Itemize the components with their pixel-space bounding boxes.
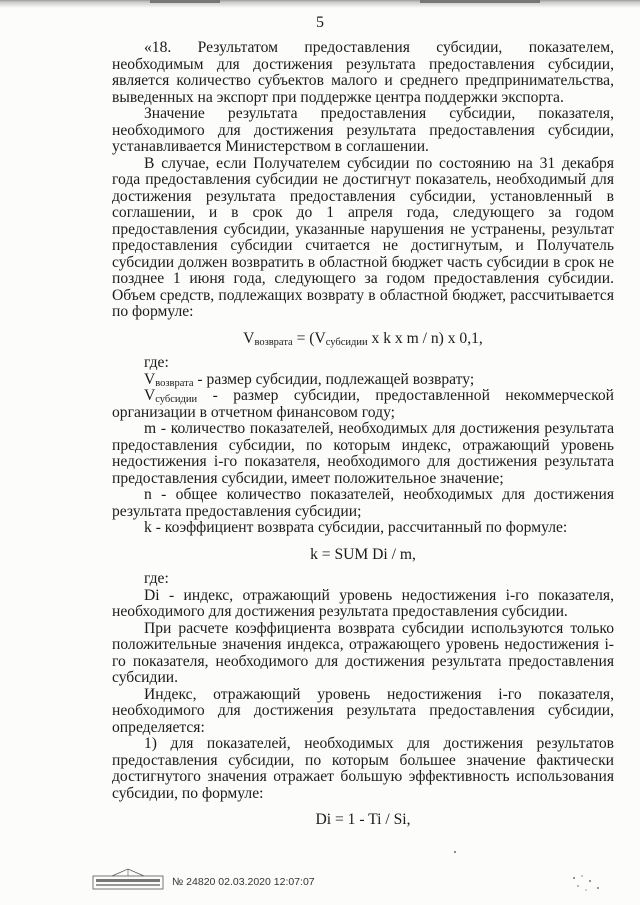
formula-return-volume: $V_{возврата} = (V_{субсидии}$ x k x m / n) x 0,1, — [243, 329, 483, 348]
paragraph-item-1: 1) для показателей, необходимых для достижения результатов предоставления субсидии, по которым большее значение фактически достигнутого значения отражает большую эффективность использования субсидии, по формуле: — [112, 735, 614, 802]
scan-artifact — [150, 0, 220, 3]
paragraph-18-result: «18. Результатом предоставления субсидии, показателем, необходимым для достижения результата предоставления субсидии, является количество субъектов малого и среднего предпринимательства, выведенных на экспорт при поддержке центра поддержки экспорта. — [112, 39, 614, 106]
definition-v-subsidy: $V_{субсидии}$ - размер субсидии, предоставленной некоммерческой организации в отчетном финансовом году; — [112, 387, 614, 421]
paragraph-value-set: Значение результата предоставления субсидии, показателя, необходимого для достижения результата предоставления субсидии, устанавливается Министерством в соглашении. — [112, 105, 614, 155]
definition-m: m - количество показателей, необходимых для достижения результата предоставления субсидии, по которым индекс, отражающий уровень недостижения i-го показателя, необходимого для достижения результата предоставления субсидии, имеет положительное значение; — [112, 420, 614, 487]
page-number: 5 — [316, 14, 324, 31]
where-label: где: — [144, 354, 169, 371]
page-footer — [92, 868, 612, 896]
registry-logo-icon — [92, 868, 164, 890]
paragraph-positive-values: При расчете коэффициента возврата субсидии используются только положительные значения индекса, отражающего уровень недостижения i-го показателя, необходимого для достижения результата предоставления субсидии. — [112, 619, 614, 686]
definition-k: k - коэффициент возврата субсидии, рассчитанный по формуле: — [144, 519, 568, 536]
scan-top-edge — [0, 0, 640, 8]
document-body — [112, 40, 614, 837]
scan-speck — [454, 851, 456, 853]
formula-k: k = SUM Di / m, — [310, 545, 416, 563]
paragraph-index-defined: Индекс, отражающий уровень недостижения i-го показателя, необходимого для достижения результата предоставления субсидии, определяется: — [112, 685, 614, 736]
scan-artifact — [420, 0, 540, 3]
definition-di: Di - индекс, отражающий уровень недостижения i-го показателя, необходимого для достижения результата предоставления субсидии. — [112, 586, 614, 620]
stamp-mark-icon — [568, 872, 608, 894]
formula-di: Di = 1 - Ti / Si, — [315, 811, 411, 828]
where-label: где: — [144, 570, 169, 587]
paragraph-failure-case: В случае, если Получателем субсидии по состоянию на 31 декабря года предоставления субсидии не достигнут показатель, необходимый для достижения результата предоставления субсидии, установленный в соглашении, и в срок до 1 апреля года, следующего за годом предоставления субсидии, указанные нарушения не устранены, результат предоставления субсидии считается не достигнутым, и Получатель субсидии должен возвратить в областной бюджет часть субсидии в срок не позднее 1 июня года, следующего за годом предоставления субсидии. Объем средств, подлежащих возврату в областной бюджет, рассчитывается по формуле: — [112, 154, 614, 320]
registration-info: № 24820 02.03.2020 12:07:07 — [172, 876, 315, 888]
definition-v-return: $V_{возврата}$ - размер субсидии, подлежащей возврату; — [144, 370, 475, 389]
definition-n: n - общее количество показателей, необходимых для достижения результата предоставления субсидии; — [112, 486, 614, 520]
